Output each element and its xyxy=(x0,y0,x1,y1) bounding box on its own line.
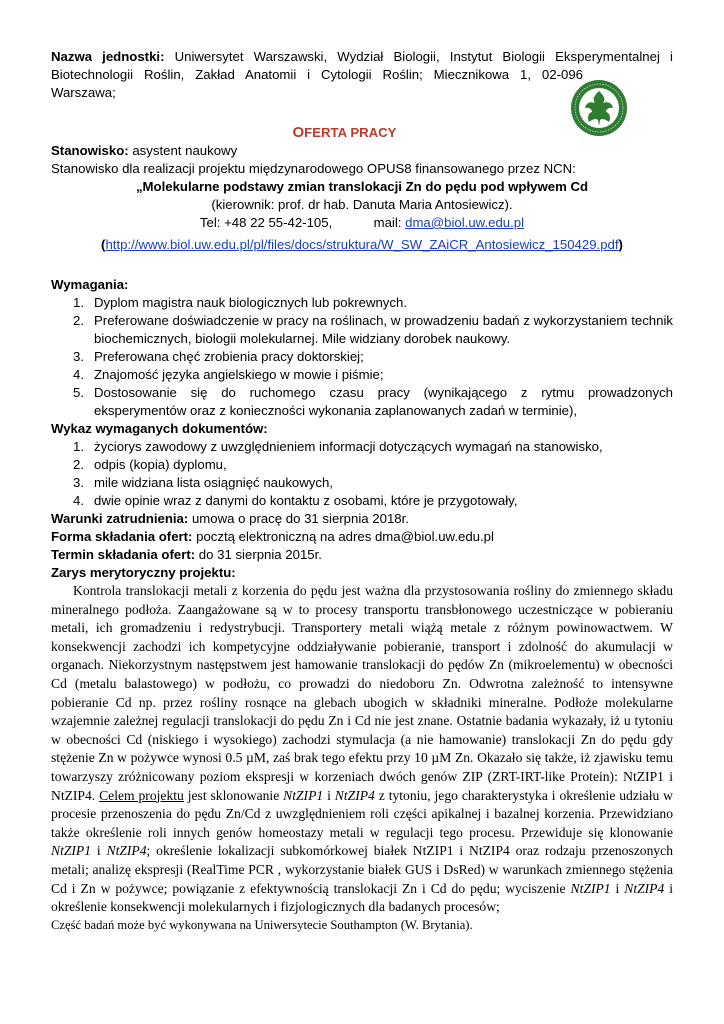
employment-value: umowa o pracę do 31 sierpnia 2018r. xyxy=(191,511,409,526)
list-item: 4. dwie opinie wraz z danymi do kontaktu z osobami, które je przygotowały, xyxy=(73,493,518,508)
project-manager: (kierownik: prof. dr hab. Danuta Maria Antosiewicz). xyxy=(211,197,513,212)
unit-line3: Warszawa; xyxy=(51,85,116,100)
southampton-note: Część badań może być wykonywana na Uniwersytecie Southampton (W. Brytania). xyxy=(51,917,473,932)
phone-text: Tel: +48 22 55-42-105, xyxy=(199,215,333,230)
requirements-section xyxy=(51,276,673,420)
url-line: (http://www.biol.uw.edu.pl/pl/files/docs/struktura/W_SW_ZAiCR_Antosiewicz_150429.pdf) xyxy=(101,237,623,252)
position-section xyxy=(51,142,673,254)
documents-section xyxy=(51,420,673,510)
employment-label: Warunki zatrudnienia: xyxy=(51,511,189,526)
documents-heading: Wykaz wymaganych dokumentów: xyxy=(51,421,268,436)
unit-line1: Uniwersytet Warszawski, Wydział Biologii, Instytut Biologii Eksperymentalnej i xyxy=(174,49,673,64)
unit-label: Nazwa jednostki: xyxy=(51,49,165,64)
list-item: 1. życiorys zawodowy z uwzględnieniem informacji dotyczących wymagań na stanowisko, xyxy=(73,439,603,454)
mail-link[interactable]: dma@biol.uw.edu.pl xyxy=(405,215,525,230)
unit-block xyxy=(51,48,673,102)
deadline-label: Termin składania ofert: xyxy=(51,547,196,562)
page-title: OFERTA PRACY xyxy=(292,124,397,141)
list-item: 4. Znajomość języka angielskiego w mowie i piśmie; xyxy=(73,367,384,382)
terms-section xyxy=(51,510,673,582)
form-value: pocztą elektroniczną na adres dma@biol.uw.edu.pl xyxy=(196,529,494,544)
list-item: 3. Preferowana chęć zrobienia pracy doktorskiej; xyxy=(73,349,364,364)
requirements-heading: Wymagania: xyxy=(51,277,129,292)
project-outline xyxy=(51,582,673,934)
requirements-list xyxy=(51,294,673,420)
list-item: 3. mile widziana lista osiągnięć naukowych, xyxy=(73,475,333,490)
project-url-link[interactable]: http://www.biol.uw.edu.pl/pl/files/docs/struktura/W_SW_ZAiCR_Antosiewicz_150429.pdf xyxy=(105,237,619,252)
list-item: 2. Preferowane doświadczenie w pracy na roślinach, w prowadzeniu badań z wykorzystaniem technik biochemicznych, biologii molekularnej. Mile widziany dorobek naukowy. xyxy=(73,313,673,346)
deadline-value: do 31 sierpnia 2015r. xyxy=(198,547,322,562)
goal-label: Celem projektu xyxy=(99,787,184,803)
position-label: Stanowisko: xyxy=(51,143,129,158)
list-item: 1. Dyplom magistra nauk biologicznych lub pokrewnych. xyxy=(73,295,407,310)
form-label: Forma składania ofert: xyxy=(51,529,193,544)
project-line: Stanowisko dla realizacji projektu międzynarodowego OPUS8 finansowanego przez NCN: xyxy=(51,161,576,176)
outline-paragraph: Kontrola translokacji metali z korzenia do pędu jest ważna dla przystosowania rośliny do zmiennego składu mineralnego podłoża. Zaangażowane są w to procesy transportu transbłonowego uczestniczące w pobieraniu metali, ich gromadzeniu i redystrybucji. Transportery metali wiążą metale z różnym powinowactwem. W konsekwencji zachodzi ich kompetycyjne oddziaływanie pobieranie, transport i zdolność do akumulacji w organach. Niekorzystnym następstwem jest hamowanie translokacji do pędów Zn (mikroelementu) w obecności Cd (metalu balastowego) w podłożu, co prowadzi do niedoboru Zn. Odwrotna zależność to intensywne pobieranie Cd np. przez rośliny rosnące na glebach ubogich w składniki mineralne. Podłoże molekularne wzajemnie zależnej regulacji translokacji do pędu Zn i Cd nie jest znane. Ostatnie badania wykazały, iż u tytoniu w obecności Cd (niskiego i wysokiego) zachodzi stymulacja (a nie hamowanie) translokacji Zn do pędu gdy stężenie Zn w pożywce wynosi 0.5 µM, zaś brak tego efektu przy 10 µM Zn. Okazało się także, iż zjawisku temu towarzyszy zróżnicowany poziom ekspresji w korzeniach dwóch genów ZIP (ZRT-IRT-like Protein): NtZIP1 i NtZIP4. Celem projektu jest sklonowanie NtZIP1 i NtZIP4 z tytoniu, jego charakterystyka i określenie udziału w procesie przenoszenia do pędu Zn/Cd z uwzględnieniem roli części apikalnej i bazalnej korzenia. Przewidziano także określenie roli innych genów homeostazy metali w regulacji tego procesu. Przewiduje się klonowanie NtZIP1 i NtZIP4; określenie lokalizacji subkomórkowej białek NtZIP1 i NtZIP4 oraz rodzaju przenoszonych metali; analizę ekspresji (RealTime PCR , wykorzystanie białek GUS i DsRed) w warunkach zmiennego stężenia Cd i Zn w pożywce; powiązanie z efektywnością translokacji Zn i Cd do pędu; wyciszenie NtZIP1 i NtZIP4 i określenie konsekwencji molekularnych i fizjologicznych dla badanych procesów; xyxy=(51,583,674,915)
outline-heading: Zarys merytoryczny projektu: xyxy=(51,565,236,580)
documents-list xyxy=(51,438,673,510)
mail-label: mail: xyxy=(373,215,402,230)
list-item: 5. Dostosowanie się do ruchomego czasu pracy (wynikającego z rytmu prowadzonych eksperymentów oraz z konieczności wykonania zaplanowanych zadań w terminie), xyxy=(73,385,673,418)
unit-line2: Biotechnologii Roślin, Zakład Anatomii i Cytologii Roślin; Miecznikowa 1, 02-096 xyxy=(51,67,583,82)
list-item: 2. odpis (kopia) dyplomu, xyxy=(73,457,227,472)
project-title: „Molekularne podstawy zmian translokacji Zn do pędu pod wpływem Cd xyxy=(135,179,589,194)
position-value: asystent naukowy xyxy=(132,143,238,158)
contact-line xyxy=(51,214,673,232)
